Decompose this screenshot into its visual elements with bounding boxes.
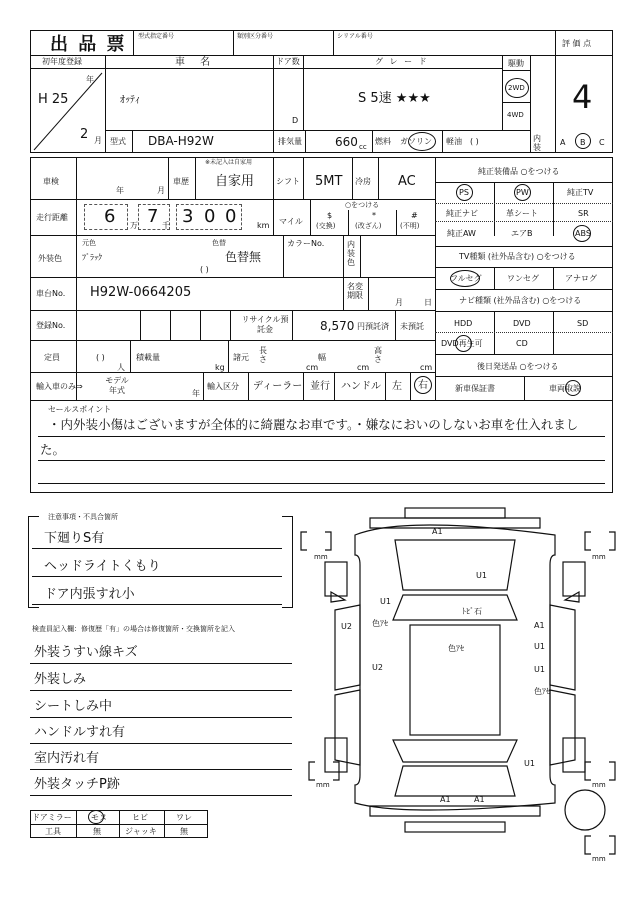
- drive-label: 駆動: [508, 59, 524, 68]
- import-parallel: 並行: [310, 381, 330, 392]
- mile-label: マイル: [279, 217, 303, 226]
- diagram-unit-2: mm: [592, 553, 606, 561]
- model-year-unit: 年: [192, 389, 200, 398]
- capacity-paren: ( ): [96, 353, 105, 362]
- sales-line-2: た。: [40, 442, 66, 457]
- navi-title: ナビ種類 (社外品含む) ○をつける: [459, 296, 582, 305]
- equip-aw: 純正AW: [447, 229, 476, 238]
- shift-label: シフト: [276, 177, 300, 186]
- history-label: 車歴: [173, 177, 189, 186]
- damage-mark: U2: [372, 663, 383, 672]
- car-name: ｵｯﾃｨ: [120, 95, 140, 106]
- mileage-digit-5: 0: [225, 206, 237, 227]
- note-item-2: ヘッドライトくもり: [44, 559, 161, 574]
- chassis-label: 車台No.: [36, 289, 66, 298]
- fuel-other: ( ): [470, 137, 479, 146]
- mirror-label: ドアミラー: [32, 813, 72, 822]
- diagram-unit-3: mm: [316, 781, 330, 789]
- damage-mark: A1: [440, 795, 451, 804]
- mark-header: ○をつける: [345, 201, 380, 209]
- type-no-label: 型式指定番号: [138, 33, 175, 40]
- mark-hash-sub: (不明): [400, 222, 420, 230]
- interior-color-label: 内装色: [347, 240, 355, 267]
- damage-mark: ﾄﾋﾞ石: [462, 607, 482, 616]
- shaken-year: 年: [116, 186, 124, 195]
- chassis-value: H92W-0664205: [90, 285, 192, 300]
- displacement-unit: cc: [359, 143, 367, 151]
- recycle-unit: 円預託済: [357, 322, 389, 331]
- handle-right: 右: [418, 380, 428, 391]
- recycle-label: リサイクル預託金: [241, 315, 289, 334]
- model-year-label: モデル年式: [105, 376, 129, 395]
- mark-dollar-sub: (交換): [316, 222, 336, 230]
- interior-grade-c: C: [599, 138, 605, 147]
- inspector-item-6: 外装タッチP跡: [34, 777, 120, 792]
- genuine-title: 純正装備品 ○をつける: [478, 167, 560, 176]
- door-d: D: [292, 116, 299, 125]
- first-reg-label: 初年度登録: [42, 57, 82, 66]
- mark-dollar: $: [327, 211, 333, 220]
- jack-label: ジャッキ: [125, 827, 157, 836]
- navi-sd: SD: [577, 319, 589, 328]
- shaken-label: 車検: [43, 177, 59, 186]
- damage-mark: 色ｱｾ: [534, 687, 550, 696]
- equip-ps: PS: [459, 188, 469, 197]
- color-no-label: カラーNo.: [287, 239, 325, 248]
- tv-analog: アナログ: [565, 274, 597, 283]
- ac-label: 冷房: [355, 177, 371, 186]
- fuel-diesel: 軽油: [446, 137, 462, 146]
- inspector-item-1: 外装うすい線キズ: [34, 645, 138, 660]
- mirror-crack: ヒビ: [132, 813, 148, 822]
- serial-no-label: シリアル番号: [337, 33, 373, 40]
- score-value: 4: [572, 78, 593, 116]
- doors-label: ドア数: [276, 57, 300, 66]
- era-year-unit: 年: [86, 75, 94, 84]
- sales-label: セールスポイント: [48, 405, 112, 414]
- history-note: ※未記入は自家用: [205, 159, 253, 166]
- mileage-digit-3: 3: [182, 206, 194, 227]
- length-unit: cm: [306, 363, 319, 372]
- name-change-label: 名変期限: [347, 282, 363, 300]
- unit-km: km: [257, 221, 270, 230]
- after-title: 後日発送品 ○をつける: [477, 362, 559, 371]
- category-no-label: 類別区分番号: [237, 33, 274, 40]
- damage-mark: 色ｱｾ: [448, 644, 464, 653]
- capacity-unit: 人: [117, 363, 125, 372]
- mark-hash: #: [411, 211, 418, 220]
- capacity-label: 定員: [44, 353, 60, 362]
- history-value: 自家用: [215, 174, 255, 189]
- interior-label: 内装: [533, 134, 541, 152]
- shaken-month: 月: [157, 186, 165, 195]
- unit-man: 万: [130, 221, 138, 230]
- jack-value: 無: [180, 827, 188, 836]
- color-orig-label: 元色: [82, 239, 96, 247]
- navi-cd: CD: [516, 339, 528, 348]
- note-item-1: 下廻りS有: [44, 531, 105, 546]
- import-type-label: 輸入区分: [207, 382, 239, 391]
- page-title: 出 品 票: [50, 34, 127, 55]
- after-warranty: 新車保証書: [455, 384, 495, 393]
- damage-mark: U1: [476, 571, 487, 580]
- model-value: DBA-H92W: [148, 134, 214, 148]
- equip-sr: SR: [578, 209, 589, 218]
- import-dealer: ディーラー: [253, 381, 303, 392]
- car-name-label: 車 名: [175, 57, 217, 68]
- dims-label: 諸元: [233, 353, 249, 362]
- model-label: 型式: [110, 137, 126, 146]
- height-unit: cm: [420, 363, 433, 372]
- damage-mark: U2: [341, 622, 352, 631]
- damage-mark: U1: [534, 642, 545, 651]
- navi-hdd: HDD: [454, 319, 473, 328]
- width-unit: cm: [357, 363, 370, 372]
- color-change-paren: ( ): [200, 265, 209, 274]
- damage-mark: A1: [432, 527, 443, 536]
- inspector-item-5: 室内汚れ有: [34, 751, 100, 766]
- mirror-mon: モヌ: [91, 813, 107, 822]
- grade-value: S 5速 ★★★: [358, 91, 431, 106]
- handle-left: 左: [392, 381, 402, 392]
- damage-mark: U1: [524, 759, 535, 768]
- inspector-item-3: シートしみ中: [34, 699, 113, 714]
- reg-month-unit: 月: [94, 136, 102, 145]
- damage-mark: U1: [534, 665, 545, 674]
- import-label: 輸入車のみ⇒: [36, 382, 83, 391]
- mileage-label: 走行距離: [36, 213, 68, 222]
- reg-no-label: 登録No.: [36, 321, 66, 330]
- drive-2wd: 2WD: [508, 84, 525, 92]
- tools-label: 工具: [45, 827, 61, 836]
- fuel-label: 燃料: [375, 137, 391, 146]
- after-manual: 車両取説: [549, 384, 581, 393]
- mark-star: *: [372, 211, 376, 220]
- interior-grade-a: A: [560, 138, 566, 147]
- navi-dvd-play: DVD再生可: [441, 339, 483, 348]
- load-unit: kg: [215, 363, 225, 372]
- color-change-label: 色替: [212, 239, 226, 247]
- reg-month: 2: [80, 127, 89, 142]
- tools-value: 無: [93, 827, 101, 836]
- tv-oneseg: ワンセグ: [507, 274, 539, 283]
- damage-mark: U1: [380, 597, 391, 606]
- inspector-item-2: 外装しみ: [34, 672, 87, 687]
- navi-dvd: DVD: [513, 319, 531, 328]
- grade-label: グ レ ー ド: [375, 57, 429, 66]
- equip-navi: 純正ナビ: [446, 209, 478, 218]
- mileage-digit-2: 7: [147, 206, 159, 227]
- width-label: 幅: [318, 353, 326, 362]
- mark-star-sub: (改ざん): [355, 222, 382, 230]
- tv-fullseg: フルセグ: [450, 274, 482, 283]
- inspector-item-4: ハンドルすれ有: [34, 725, 126, 740]
- score-label: 評 価 点: [562, 39, 592, 48]
- drive-4wd: 4WD: [507, 111, 524, 119]
- sales-line-1: ・内外装小傷はございますが全体的に綺麗なお車です。・嫌なにおいのしないお車を仕入れまし: [48, 417, 579, 432]
- interior-grade-b: B: [580, 138, 586, 147]
- damage-mark: 色ｱｾ: [372, 619, 388, 628]
- color-change-value: 色替無: [225, 250, 262, 264]
- fuel-gasoline: ガソリン: [400, 137, 432, 146]
- damage-mark: A1: [534, 621, 545, 630]
- shift-value: 5MT: [315, 174, 343, 189]
- mirror-break: ワレ: [176, 813, 192, 822]
- diagram-unit-1: mm: [314, 553, 328, 561]
- recycle-unpaid: 未預託: [400, 322, 424, 331]
- name-change-day: 日: [424, 298, 432, 307]
- mileage-digit-1: 6: [104, 206, 116, 227]
- diagram-unit-5: mm: [592, 855, 606, 863]
- height-label: 高さ: [374, 346, 382, 364]
- era-year: H 25: [38, 92, 69, 107]
- notes-title: 注意事項・不具合箇所: [48, 513, 118, 521]
- recycle-amount: 8,570: [320, 319, 355, 333]
- tv-title: TV種類 (社外品含む) ○をつける: [459, 252, 576, 261]
- inspector-title: 検査員記入欄：修復歴「有」の場合は修復箇所・交換箇所を記入: [32, 625, 235, 633]
- equip-abs: ABS: [575, 229, 591, 238]
- handle-label: ハンドル: [341, 381, 381, 392]
- displacement-value: 660: [335, 135, 358, 149]
- diagram-unit-4: mm: [592, 781, 606, 789]
- mileage-digit-4: 0: [204, 206, 216, 227]
- equip-pw: PW: [516, 188, 529, 197]
- unit-sen: 千: [162, 221, 170, 230]
- color-label: 外装色: [38, 254, 62, 263]
- car-damage-diagram: [295, 500, 625, 870]
- damage-mark: A1: [474, 795, 485, 804]
- displacement-label: 排気量: [278, 137, 302, 146]
- length-label: 長さ: [259, 346, 267, 364]
- note-item-3: ドア内張すれ小: [44, 587, 135, 602]
- equip-tv: 純正TV: [567, 188, 594, 197]
- ac-value: AC: [398, 174, 416, 189]
- equip-airbag: エアB: [511, 229, 533, 238]
- load-label: 積載量: [136, 353, 160, 362]
- name-change-month: 月: [395, 298, 403, 307]
- color-orig-value: ﾌﾞﾗｯｸ: [82, 253, 102, 262]
- equip-leather: 革シート: [506, 209, 538, 218]
